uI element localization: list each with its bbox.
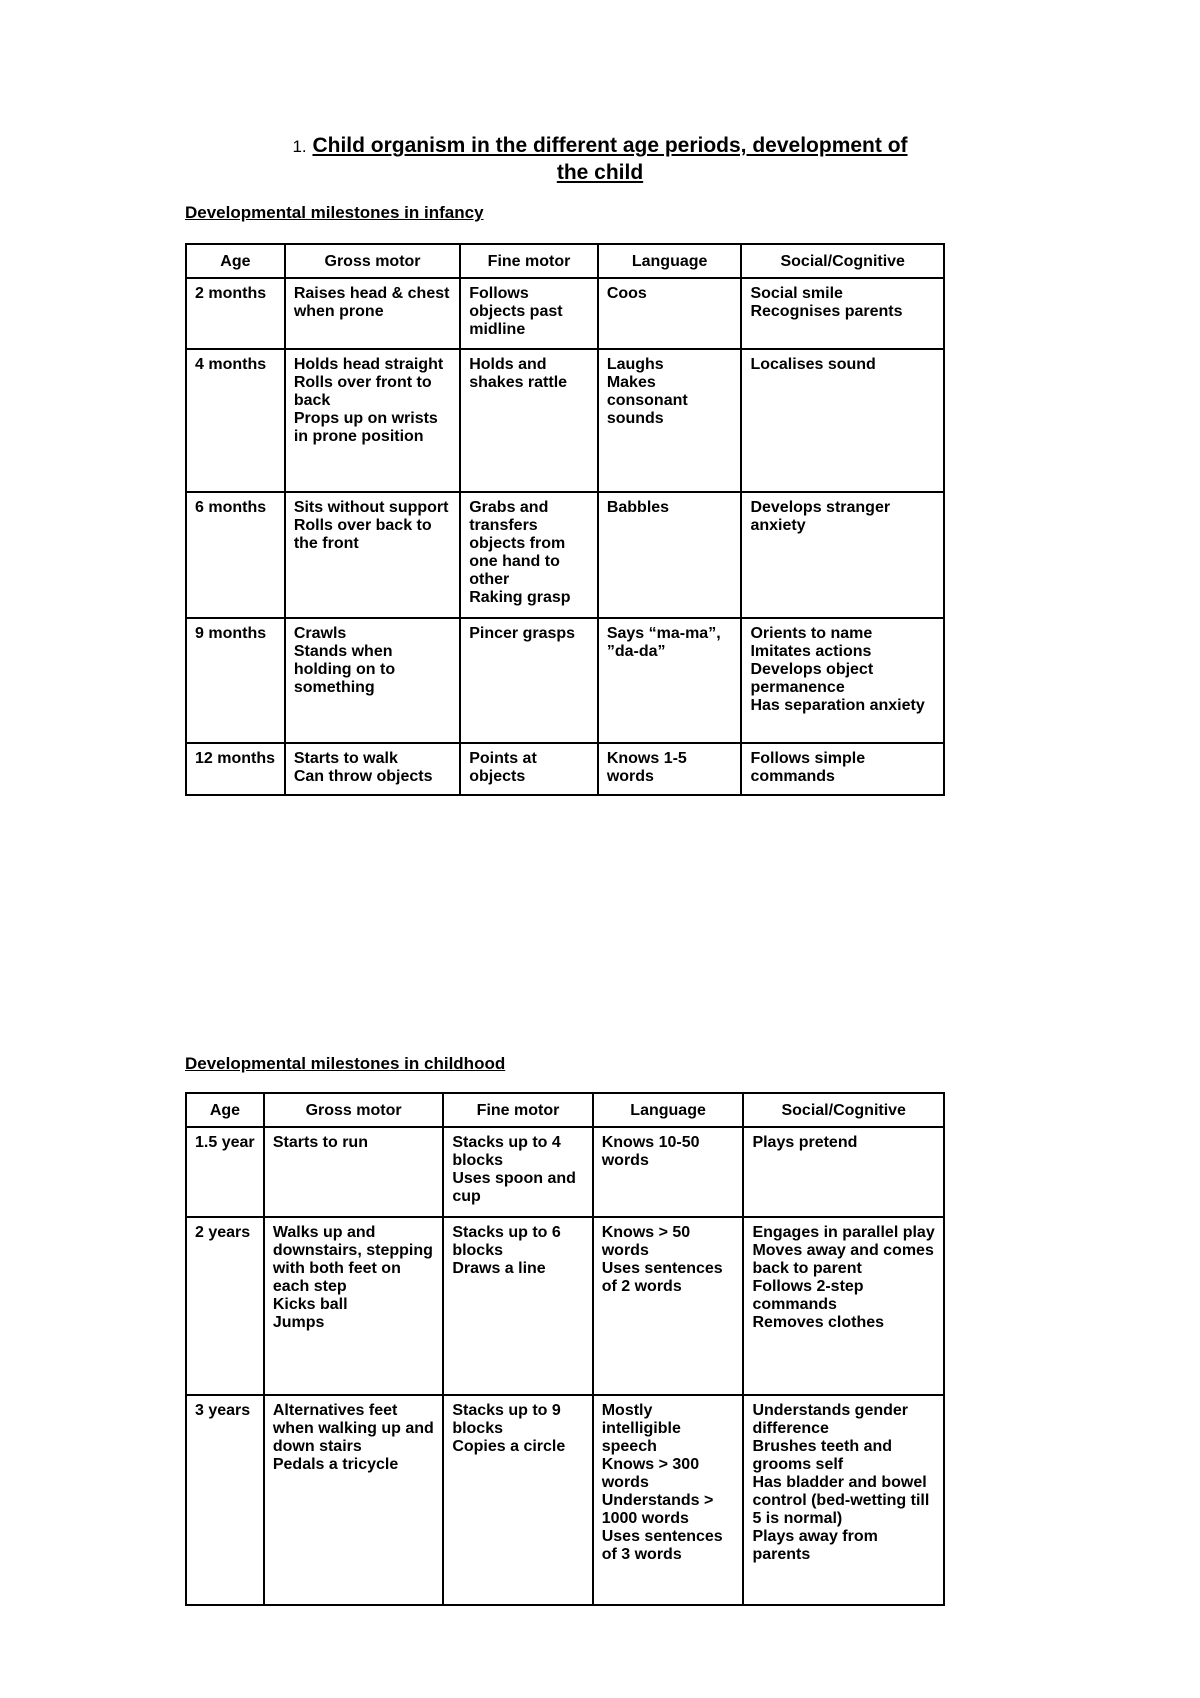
cell-line: Uses sentences of 3 words [601,1528,723,1563]
infancy-section-title: Developmental milestones in infancy [185,203,484,222]
cell-line: Jumps [272,1314,325,1331]
cell-line: Points at objects [469,750,537,785]
cell-line: Brushes teeth and grooms self [752,1438,893,1473]
table-header-row [186,244,944,278]
cell-line: Uses sentences of 2 words [601,1260,723,1295]
header-fine-motor: Fine motor [460,244,598,278]
cell-line: Engages in parallel play [752,1224,935,1241]
cell-line: Holds and shakes rattle [469,356,568,391]
cell-language [598,278,742,349]
cell-line: Starts to walk [293,750,398,767]
cell-line: Localises sound [750,356,876,373]
heading-line-1: Child organism in the different age periods, development of [312,134,908,157]
cell-line: Rolls over front to back [293,374,432,409]
cell-social-cognitive [741,618,944,743]
cell-line: Orients to name [750,625,873,642]
cell-line: Removes clothes [752,1314,885,1331]
cell-line: 1.5 year [195,1134,255,1151]
header-gross-motor: Gross motor [264,1093,443,1127]
cell-line: 2 years [195,1224,251,1241]
cell-line: Understands > 1000 words [601,1492,714,1527]
cell-fine-motor [443,1217,592,1395]
cell-fine-motor [443,1127,592,1217]
cell-age [186,349,285,492]
cell-gross-motor [285,349,460,492]
cell-line: Babbles [606,499,670,516]
cell-line: Follows objects past midline [469,285,563,338]
cell-line: Stacks up to 6 blocks [452,1224,561,1259]
cell-line: Alternatives feet when walking up and down stairs [272,1402,434,1455]
cell-line: Rolls over back to the front [293,517,432,552]
cell-line: Knows 10-50 words [601,1134,700,1169]
cell-line: Stacks up to 4 blocks [452,1134,561,1169]
cell-gross-motor [264,1127,443,1217]
cell-age [186,618,285,743]
childhood-section-title: Developmental milestones in childhood [185,1054,506,1073]
table-row [186,618,944,743]
cell-gross-motor [285,743,460,795]
cell-age [186,1127,264,1217]
header-age: Age [186,244,285,278]
infancy-milestones-table [185,243,945,796]
cell-line: Stands when holding on to something [293,643,396,696]
cell-line: Coos [606,285,647,302]
cell-line: 9 months [195,625,267,642]
cell-line: 12 months [195,750,276,767]
table-row [186,349,944,492]
table-row [186,1395,944,1605]
header-fine-motor: Fine motor [443,1093,592,1127]
cell-line: Recognises parents [750,303,903,320]
cell-line: Starts to run [272,1134,368,1151]
document-heading [180,133,1020,186]
cell-line: Imitates actions [750,643,872,660]
cell-line: Plays pretend [752,1134,858,1151]
cell-line: Holds head straight [293,356,444,373]
cell-line: Knows > 300 words [601,1456,700,1491]
cell-line: Stacks up to 9 blocks [452,1402,561,1437]
cell-language [598,618,742,743]
cell-line: Has bladder and bowel control (bed-wetting till 5 is normal) [752,1474,930,1527]
cell-line: Plays away from parents [752,1528,878,1563]
table-row [186,278,944,349]
cell-line: Understands gender difference [752,1402,909,1437]
cell-line: Social smile [750,285,843,302]
header-social-cognitive: Social/Cognitive [743,1093,944,1127]
cell-line: Moves away and comes back to parent [752,1242,934,1277]
cell-line: Knows > 50 words [601,1224,691,1259]
cell-fine-motor [460,743,598,795]
cell-age [186,278,285,349]
header-language: Language [598,244,742,278]
cell-social-cognitive [741,492,944,618]
cell-language [598,492,742,618]
cell-language [593,1395,744,1605]
header-social-cognitive: Social/Cognitive [741,244,944,278]
cell-line: Pincer grasps [469,625,576,642]
table-header-row [186,1093,944,1127]
cell-gross-motor [285,492,460,618]
cell-gross-motor [264,1395,443,1605]
cell-social-cognitive [743,1127,944,1217]
cell-line: Has separation anxiety [750,697,925,714]
cell-social-cognitive [741,278,944,349]
cell-language [593,1127,744,1217]
cell-age [186,1217,264,1395]
table-row [186,743,944,795]
cell-line: Sits without support [293,499,449,516]
cell-gross-motor [285,278,460,349]
cell-social-cognitive [743,1395,944,1605]
cell-line: Knows 1-5 words [606,750,687,785]
cell-fine-motor [460,349,598,492]
cell-age [186,743,285,795]
cell-line: Raises head & chest when prone [293,285,450,320]
table-row [186,1217,944,1395]
cell-fine-motor [443,1395,592,1605]
cell-line: Raking grasp [469,589,571,606]
header-gross-motor: Gross motor [285,244,460,278]
cell-line: Says “ma-ma”, ”da-da” [606,625,721,660]
cell-line: Uses spoon and cup [452,1170,576,1205]
cell-line: 2 months [195,285,267,302]
cell-age [186,492,285,618]
header-age: Age [186,1093,264,1127]
cell-line: Laughs [606,356,664,373]
cell-line: Can throw objects [293,768,433,785]
table-row [186,1127,944,1217]
cell-line: Grabs and transfers objects from one hand to other [469,499,566,588]
cell-line: Copies a circle [452,1438,566,1455]
cell-fine-motor [460,618,598,743]
cell-social-cognitive [743,1217,944,1395]
cell-line: Develops stranger anxiety [750,499,891,534]
cell-line: Walks up and downstairs, stepping with both feet on each step [272,1224,433,1295]
cell-line: Pedals a tricycle [272,1456,399,1473]
cell-fine-motor [460,278,598,349]
cell-fine-motor [460,492,598,618]
cell-language [598,743,742,795]
cell-line: Props up on wrists in prone position [293,410,438,445]
cell-line: Follows simple commands [750,750,866,785]
cell-line: 3 years [195,1402,251,1419]
cell-social-cognitive [741,743,944,795]
heading-number: 1. [292,137,307,156]
cell-line: Develops object permanence [750,661,874,696]
cell-gross-motor [285,618,460,743]
cell-age [186,1395,264,1605]
cell-line: Crawls [293,625,347,642]
heading-line-2: the child [556,161,644,184]
cell-language [593,1217,744,1395]
cell-line: Draws a line [452,1260,546,1277]
cell-social-cognitive [741,349,944,492]
table-row [186,492,944,618]
childhood-milestones-table [185,1092,945,1606]
cell-gross-motor [264,1217,443,1395]
header-language: Language [593,1093,744,1127]
cell-language [598,349,742,492]
cell-line: 4 months [195,356,267,373]
cell-line: Makes consonant sounds [606,374,688,427]
cell-line: Mostly intelligible speech [601,1402,681,1455]
cell-line: 6 months [195,499,267,516]
cell-line: Follows 2-step commands [752,1278,864,1313]
cell-line: Kicks ball [272,1296,348,1313]
